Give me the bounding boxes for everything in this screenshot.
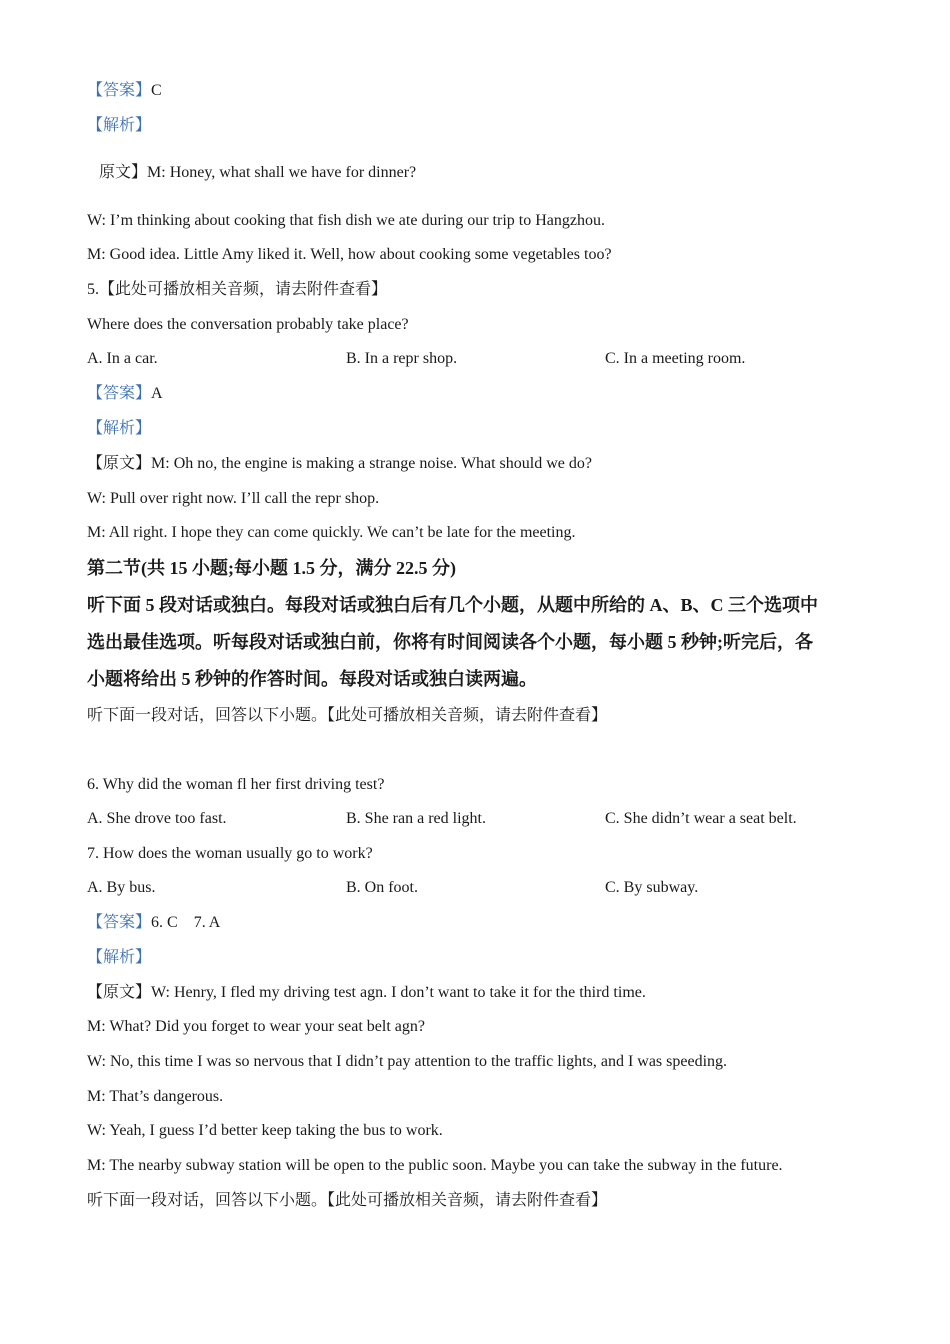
q4-answer — [87, 80, 162, 102]
q6-7-transcript-line-4: M: That’s dangerous. — [87, 1088, 224, 1105]
q5-answer — [87, 383, 163, 405]
transcript-tag: 【原文】 — [87, 455, 152, 472]
q6-7-transcript-line-6: M: The nearby subway station will be open to the public soon. Maybe you can take the subway in the future. — [87, 1157, 783, 1174]
q5-transcript-line-3: M: All right. I hope they can come quickly. We can’t be late for the meeting. — [87, 524, 576, 541]
q6-7-analysis-tag: 【解析】 — [87, 949, 152, 966]
q6-option-a: A. She drove too fast. — [87, 810, 227, 827]
q4-transcript-line-2: W: I’m thinking about cooking that fish dish we ate during our trip to Hangzhou. — [87, 212, 605, 229]
q5-option-c: C. In a meeting room. — [605, 350, 746, 367]
footer-listen-note: 听下面一段对话，回答以下小题。【此处可播放相关音频，请去附件查看】 — [87, 1192, 608, 1209]
q7-option-c: C. By subway. — [605, 879, 699, 896]
q5-option-b: B. In a repr shop. — [346, 350, 458, 367]
transcript-tag: 【原文】 — [87, 984, 152, 1001]
answer-tag: 【答案】 — [87, 82, 152, 99]
answer-value: 6. C 7. A — [151, 914, 221, 931]
section-instruction-3: 小题将给出 5 秒钟的作答时间。每段对话或独白读两遍。 — [87, 669, 537, 689]
q5-analysis-tag: 【解析】 — [87, 420, 152, 437]
q5-transcript-line-2: W: Pull over right now. I’ll call the repr shop. — [87, 490, 380, 507]
q6-7-transcript-line-1: 【原文】W: Henry, I fled my driving test agn. I don’t want to take it for the third time. — [87, 984, 646, 1001]
q6-question: 6. Why did the woman fl her first driving test? — [87, 776, 385, 793]
q5-header: 5.【此处可播放相关音频，请去附件查看】 — [87, 281, 388, 298]
q6-7-transcript-line-5: W: Yeah, I guess I’d better keep taking the bus to work. — [87, 1122, 443, 1139]
q4-transcript-line-1: 原文】M: Honey, what shall we have for dinner? — [99, 164, 417, 181]
q7-question: 7. How does the woman usually go to work? — [87, 845, 373, 862]
q4-transcript-line-3: M: Good idea. Little Amy liked it. Well, how about cooking some vegetables too? — [87, 246, 612, 263]
q6-option-b: B. She ran a red light. — [346, 810, 486, 827]
q6-7-answer — [87, 912, 220, 934]
answer-tag: 【答案】 — [87, 914, 152, 931]
q7-option-a: A. By bus. — [87, 879, 156, 896]
q6-7-transcript-line-2: M: What? Did you forget to wear your seat belt agn? — [87, 1018, 425, 1035]
q5-transcript-line-1: 【原文】M: Oh no, the engine is making a strange noise. What should we do? — [87, 455, 592, 472]
transcript-tag: 原文】 — [99, 164, 148, 181]
section-heading: 第二节(共 15 小题;每小题 1.5 分，满分 22.5 分) — [87, 558, 456, 578]
q4-analysis-tag: 【解析】 — [87, 117, 152, 134]
q6-option-c: C. She didn’t wear a seat belt. — [605, 810, 797, 827]
listen-note: 听下面一段对话，回答以下小题。【此处可播放相关音频，请去附件查看】 — [87, 707, 608, 724]
section-instruction-2: 选出最佳选项。听每段对话或独白前，你将有时间阅读各个小题，每小题 5 秒钟;听完后，各 — [87, 632, 813, 652]
answer-tag: 【答案】 — [87, 385, 152, 402]
section-instruction-1: 听下面 5 段对话或独白。每段对话或独白后有几个小题，从题中所给的 A、B、C 三个选项中 — [87, 595, 818, 615]
answer-value: C — [151, 82, 162, 99]
q6-7-transcript-line-3: W: No, this time I was so nervous that I didn’t pay attention to the traffic lights, and I was speeding. — [87, 1053, 728, 1070]
q5-option-a: A. In a car. — [87, 350, 158, 367]
audio-note: 【此处可播放相关音频，请去附件查看】 — [99, 281, 388, 298]
answer-value: A — [151, 385, 163, 402]
q7-option-b: B. On foot. — [346, 879, 418, 896]
q5-question: Where does the conversation probably take place? — [87, 316, 409, 333]
